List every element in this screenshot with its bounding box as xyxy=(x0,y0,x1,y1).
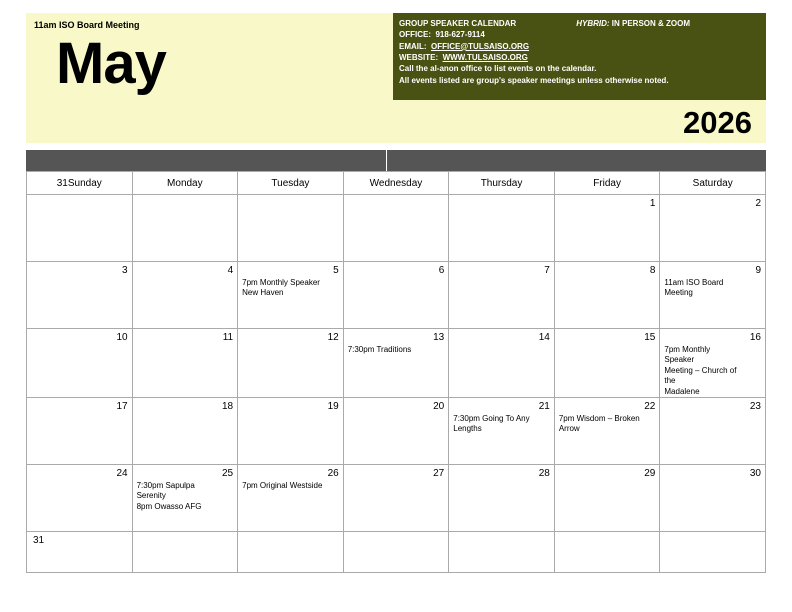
calendar-day-cell[interactable] xyxy=(132,397,238,464)
day-number xyxy=(27,195,132,198)
day-number xyxy=(449,195,554,198)
calendar-day-cell[interactable] xyxy=(554,464,660,531)
event-line: 7:30pm Traditions xyxy=(347,345,412,354)
weekday-header-tuesday: Tuesday xyxy=(238,172,344,195)
day-events xyxy=(555,412,660,435)
day-events xyxy=(344,343,449,355)
calendar-day-cell[interactable] xyxy=(449,531,555,572)
website-label: WEBSITE: xyxy=(399,53,439,63)
year-label: 2026 xyxy=(683,105,752,140)
day-events xyxy=(133,479,238,512)
day-number: 18 xyxy=(222,400,234,412)
event-line: Meeting – Church of xyxy=(664,365,737,375)
calendar-day-cell[interactable] xyxy=(27,262,133,329)
day-number: 8 xyxy=(649,265,656,276)
day-number: 23 xyxy=(749,400,761,412)
calendar-week-row xyxy=(27,397,766,464)
calendar-day-cell[interactable] xyxy=(27,195,133,262)
event-line: 7pm Monthly xyxy=(664,345,711,354)
leading-day-number: 31 xyxy=(56,177,68,189)
day-number: 15 xyxy=(644,332,656,343)
calendar-day-cell[interactable] xyxy=(27,464,133,531)
day-number: 30 xyxy=(749,467,761,479)
calendar-day-cell[interactable] xyxy=(660,262,766,329)
day-number: 10 xyxy=(116,332,128,343)
day-number xyxy=(555,532,660,535)
calendar-day-cell[interactable] xyxy=(449,329,555,398)
event-line: 8pm Owasso AFG xyxy=(136,501,202,511)
website-link[interactable]: WWW.TULSAISO.ORG xyxy=(442,53,528,63)
event-line: Speaker xyxy=(664,355,695,365)
day-number xyxy=(133,532,238,535)
day-number: 29 xyxy=(644,467,656,479)
day-events xyxy=(660,276,765,299)
event-line: 7pm Wisdom – Broken xyxy=(558,413,640,423)
info-website-row xyxy=(399,52,760,63)
weekday-header-sunday xyxy=(27,172,133,195)
month-title: May xyxy=(56,31,166,96)
day-number: 11 xyxy=(222,332,234,343)
calendar-week-row xyxy=(27,195,766,262)
day-events xyxy=(660,343,765,397)
day-number: 22 xyxy=(644,400,656,412)
calendar-day-cell[interactable] xyxy=(660,464,766,531)
weekday-header-saturday: Saturday xyxy=(660,172,766,195)
grey-bar-divider xyxy=(386,150,387,172)
day-number: 1 xyxy=(649,198,656,209)
calendar-day-cell[interactable] xyxy=(27,531,133,572)
day-number xyxy=(133,195,238,198)
calendar-body xyxy=(27,195,766,573)
calendar-day-cell[interactable] xyxy=(132,329,238,398)
event-line: 7:30pm Sapulpa xyxy=(136,480,195,490)
day-number: 20 xyxy=(433,400,445,412)
day-number: 9 xyxy=(755,265,761,276)
day-number xyxy=(344,532,449,535)
day-number xyxy=(449,532,554,535)
calendar-week-row xyxy=(27,531,766,572)
event-line: the xyxy=(664,376,676,386)
calendar-day-cell[interactable] xyxy=(554,397,660,464)
calendar-day-cell[interactable] xyxy=(238,464,344,531)
calendar-day-cell[interactable] xyxy=(27,397,133,464)
calendar-day-cell[interactable] xyxy=(343,397,449,464)
day-number: 17 xyxy=(116,400,128,412)
office-value: 918-627-9114 xyxy=(435,30,485,40)
event-line: New Haven xyxy=(242,288,284,298)
calendar-day-cell[interactable] xyxy=(554,531,660,572)
calendar-grid xyxy=(26,171,766,573)
event-line: 11am ISO Board xyxy=(664,278,724,287)
header-note: 11am ISO Board Meeting xyxy=(34,20,140,30)
email-link[interactable]: OFFICE@TULSAISO.ORG xyxy=(431,41,530,51)
event-line: Meeting xyxy=(664,288,693,298)
info-title: GROUP SPEAKER CALENDAR xyxy=(399,19,517,28)
calendar-day-cell[interactable] xyxy=(238,531,344,572)
calendar-day-cell[interactable] xyxy=(27,329,133,398)
info-call-line: Call the al-anon office to list events on the calendar. xyxy=(399,64,597,74)
day-number xyxy=(660,532,765,535)
event-line: Serenity xyxy=(136,491,166,501)
day-number: 7 xyxy=(544,265,550,276)
calendar-day-cell[interactable] xyxy=(554,329,660,398)
day-number: 26 xyxy=(327,467,339,479)
calendar-day-cell[interactable] xyxy=(660,531,766,572)
event-line: 7pm Monthly Speaker xyxy=(242,278,320,287)
day-number: 4 xyxy=(227,265,234,276)
weekday-label-sunday: Sunday xyxy=(67,177,102,189)
calendar-day-cell[interactable] xyxy=(660,329,766,398)
event-line: Madalene xyxy=(664,386,700,396)
weekday-header-row xyxy=(27,172,766,195)
weekday-header-monday: Monday xyxy=(132,172,238,195)
weekday-header-thursday: Thursday xyxy=(449,172,555,195)
calendar-day-cell[interactable] xyxy=(449,464,555,531)
calendar-week-row xyxy=(27,262,766,329)
calendar-day-cell[interactable] xyxy=(132,195,238,262)
day-number xyxy=(344,195,449,198)
calendar-week-row xyxy=(27,329,766,398)
day-events xyxy=(238,479,343,491)
info-email-row xyxy=(399,41,760,52)
day-events xyxy=(449,412,554,435)
day-number: 14 xyxy=(538,332,550,343)
calendar-day-cell[interactable] xyxy=(660,397,766,464)
day-number: 12 xyxy=(327,332,339,343)
calendar-day-cell[interactable] xyxy=(554,262,660,329)
day-number xyxy=(238,532,343,535)
calendar-day-cell[interactable] xyxy=(660,195,766,262)
day-number xyxy=(238,195,343,198)
event-line: 7pm Original Westside xyxy=(242,480,323,490)
day-number: 24 xyxy=(116,467,128,479)
day-number: 31 xyxy=(33,534,45,546)
calendar-week-row xyxy=(27,464,766,531)
day-number: 3 xyxy=(122,265,128,276)
info-box xyxy=(393,13,766,100)
day-number: 6 xyxy=(438,265,445,276)
day-events xyxy=(238,276,343,299)
calendar-day-cell[interactable] xyxy=(343,329,449,398)
day-number: 28 xyxy=(538,467,550,479)
weekday-header-friday: Friday xyxy=(554,172,660,195)
day-number: 5 xyxy=(333,265,339,276)
day-number: 13 xyxy=(433,332,445,343)
calendar-day-cell[interactable] xyxy=(132,262,238,329)
day-number: 19 xyxy=(327,400,339,412)
calendar-day-cell[interactable] xyxy=(238,195,344,262)
email-label: EMAIL: xyxy=(399,41,427,51)
calendar-day-cell[interactable] xyxy=(343,464,449,531)
header-grey-bar xyxy=(26,149,766,172)
calendar-day-cell[interactable] xyxy=(343,262,449,329)
info-office-row xyxy=(399,29,760,40)
calendar-day-cell[interactable] xyxy=(343,531,449,572)
hybrid-value: IN PERSON & ZOOM xyxy=(611,19,691,28)
calendar-day-cell[interactable] xyxy=(238,397,344,464)
day-number: 27 xyxy=(433,467,445,479)
event-line: Lengths xyxy=(453,424,482,434)
weekday-header-wednesday: Wednesday xyxy=(343,172,449,195)
hybrid-label: HYBRID: xyxy=(576,19,610,28)
office-label: OFFICE: xyxy=(399,30,431,40)
calendar-day-cell[interactable] xyxy=(238,329,344,398)
calendar-day-cell[interactable] xyxy=(449,262,555,329)
day-number: 2 xyxy=(755,198,761,209)
calendar-day-cell[interactable] xyxy=(554,195,660,262)
calendar-day-cell[interactable] xyxy=(449,397,555,464)
day-number: 16 xyxy=(749,332,761,343)
day-number: 21 xyxy=(538,400,550,412)
info-title-row xyxy=(399,18,760,29)
calendar-day-cell[interactable] xyxy=(449,195,555,262)
event-line: Arrow xyxy=(558,424,580,434)
calendar-day-cell[interactable] xyxy=(238,262,344,329)
calendar-day-cell[interactable] xyxy=(343,195,449,262)
day-number: 25 xyxy=(222,467,234,479)
info-events-line: All events listed are group's speaker meetings unless otherwise noted. xyxy=(399,75,669,85)
event-line: 7:30pm Going To Any xyxy=(453,413,530,423)
calendar-day-cell[interactable] xyxy=(132,531,238,572)
calendar-day-cell[interactable] xyxy=(132,464,238,531)
